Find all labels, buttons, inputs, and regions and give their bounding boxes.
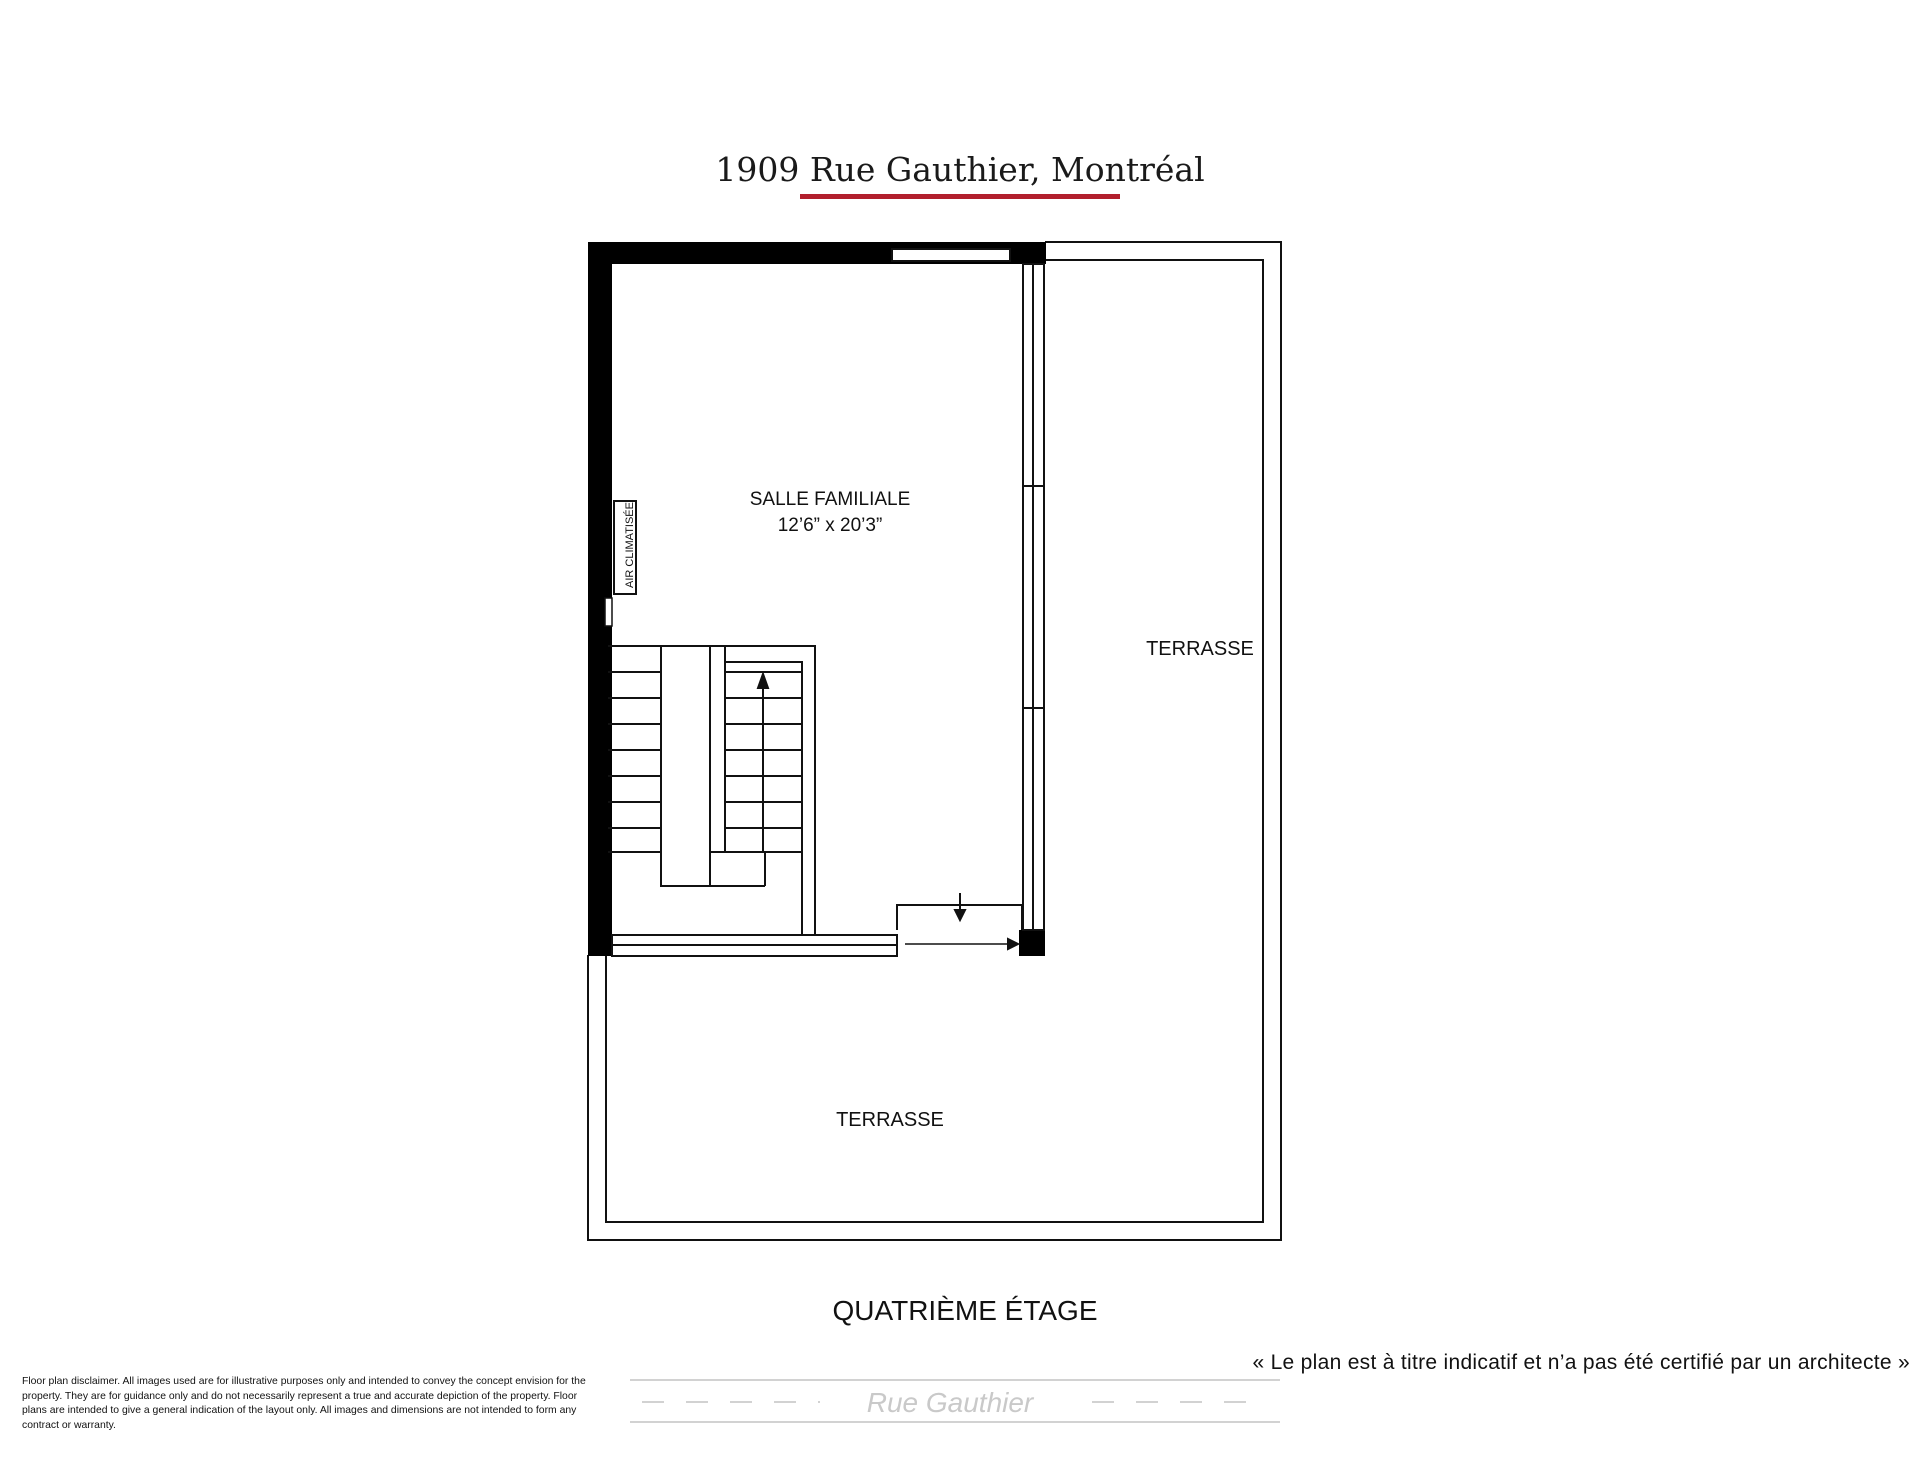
architect-note: « Le plan est à titre indicatif et n’a pas été certifié par un architecte » [1252,1351,1910,1374]
terrace-boundary [588,242,1281,1240]
east-glazed-wall [1023,264,1044,930]
wall-vent [605,598,612,626]
address-title: 1909 Rue Gauthier, Montréal [715,150,1205,189]
north-east-post [1020,242,1046,264]
ac-unit-label: AIR CLIMATISÉE [624,502,636,588]
south-glazed-wall [612,935,897,956]
exterior-walls [588,242,1046,956]
staircase [608,646,815,935]
family-room-dimensions: 12’6” x 20’3” [777,515,883,536]
terrace-bottom-label: TERRASSE [836,1109,944,1131]
family-room-label: SALLE FAMILIALE [749,489,911,510]
south-east-post [1019,930,1045,956]
floor-name: QUATRIÈME ÉTAGE [832,1295,1098,1326]
south-door [897,893,1022,949]
terrace-right-label: TERRASSE [1146,638,1254,660]
street-name: Rue Gauthier [866,1387,1034,1418]
disclaimer-text: Floor plan disclaimer. All images used are for illustrative purposes only and intended to convey the concept envision for the property. They are for guidance only and do not necessarily represent a true and accurate depiction of the property. Floor plans are intended to give a general indication of the layout only. All images and dimensions are not intended to form any contract or warranty. [22,1376,586,1431]
north-window [892,249,1010,261]
